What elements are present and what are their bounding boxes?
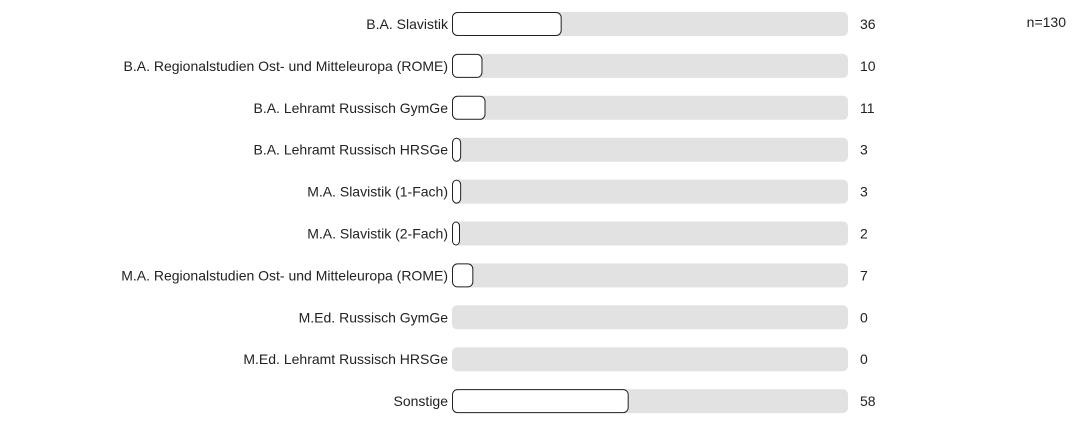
category-label: B.A. Slavistik xyxy=(366,16,448,32)
category-label: B.A. Lehramt Russisch HRSGe xyxy=(253,141,448,158)
bar-track xyxy=(452,347,848,371)
value-label: 0 xyxy=(860,351,868,368)
value-label: 0 xyxy=(860,309,868,326)
bar xyxy=(453,390,629,413)
bar-row xyxy=(124,54,876,78)
value-label: 11 xyxy=(860,99,875,116)
value-label: 58 xyxy=(860,393,876,410)
value-label: 3 xyxy=(860,141,868,158)
bar-row xyxy=(299,305,868,329)
category-label: M.A. Slavistik (2-Fach) xyxy=(307,225,448,242)
category-label: M.Ed. Lehramt Russisch HRSGe xyxy=(243,351,448,368)
bar-row xyxy=(121,263,868,287)
bar-row xyxy=(307,222,868,246)
bar-row xyxy=(243,347,868,371)
bar-track xyxy=(452,305,848,329)
value-label: 2 xyxy=(860,225,868,242)
category-label: Sonstige xyxy=(393,393,448,410)
bar-row xyxy=(253,96,874,120)
bar-track xyxy=(452,54,848,78)
bar xyxy=(453,54,482,77)
bar xyxy=(453,13,562,36)
bar-row xyxy=(366,12,875,36)
bar xyxy=(453,180,461,203)
bar xyxy=(453,138,461,161)
bar-track xyxy=(452,138,848,162)
bar xyxy=(453,264,473,287)
bar-track xyxy=(452,222,848,246)
bar-row xyxy=(253,138,868,162)
bar-track xyxy=(452,96,848,120)
value-label: 36 xyxy=(860,16,876,32)
value-label: 10 xyxy=(860,57,876,74)
category-label: M.A. Slavistik (1-Fach) xyxy=(307,183,448,200)
category-label: B.A. Lehramt Russisch GymGe xyxy=(253,99,448,116)
bar xyxy=(453,222,460,245)
category-label: B.A. Regionalstudien Ost- und Mitteleuropa (ROME) xyxy=(123,57,448,74)
value-label: 7 xyxy=(860,267,868,284)
sample-size-annotation: n=130 xyxy=(1026,14,1066,30)
bar-row xyxy=(307,180,868,204)
bar-track xyxy=(452,180,848,204)
bar-track xyxy=(452,263,848,287)
value-label: 3 xyxy=(860,183,868,200)
bar xyxy=(453,96,486,119)
category-label: M.Ed. Russisch GymGe xyxy=(298,309,448,326)
category-label: M.A. Regionalstudien Ost- und Mitteleuropa (ROME) xyxy=(121,267,448,284)
bar-row xyxy=(394,389,876,413)
